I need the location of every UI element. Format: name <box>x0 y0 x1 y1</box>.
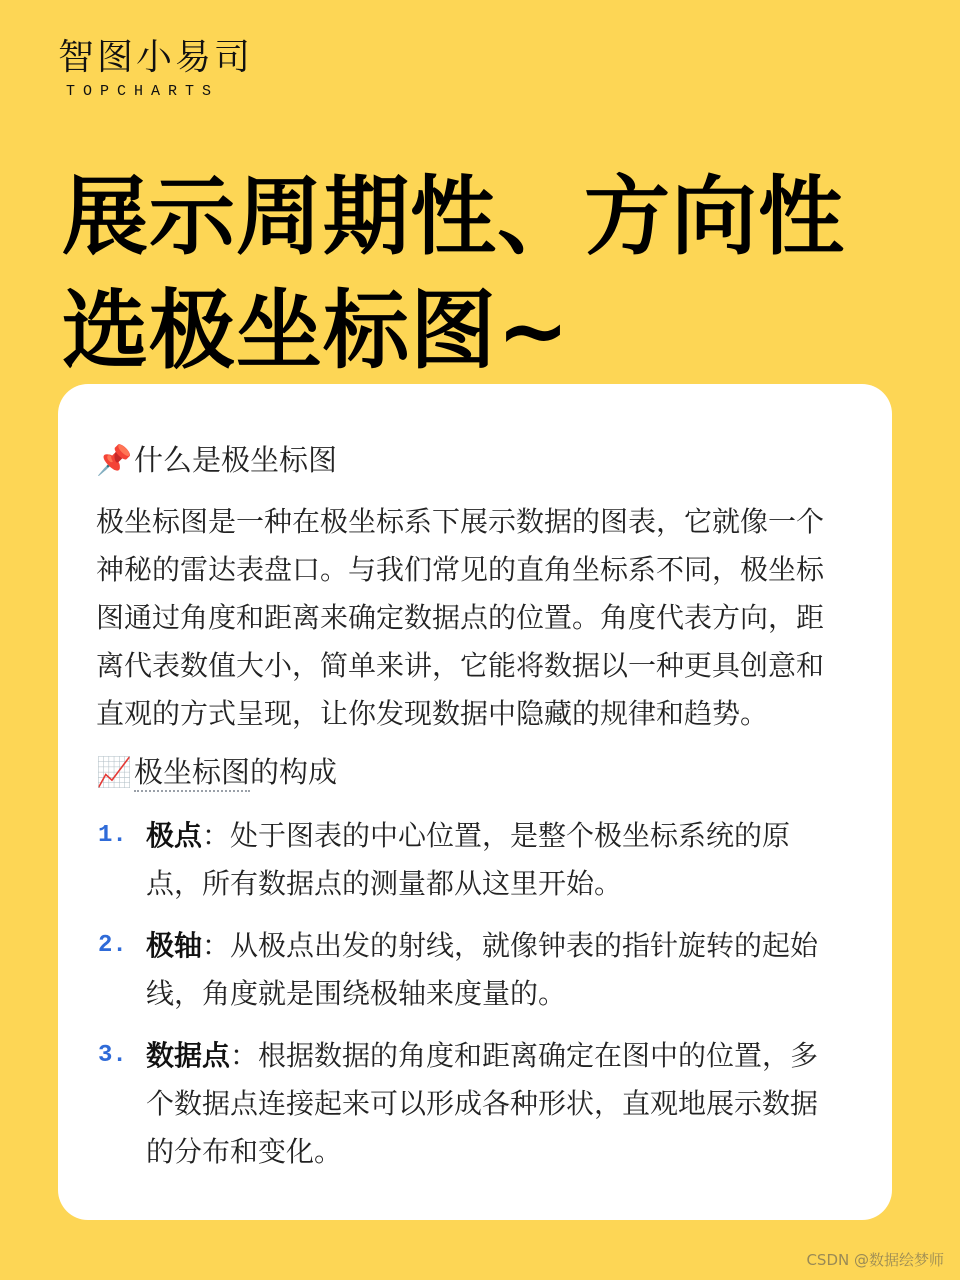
brand-logo <box>58 37 254 100</box>
paragraph-line: 离代表数值大小，简单来讲，它能将数据以一种更具创意和 <box>96 649 825 682</box>
paragraph-line: 直观的方式呈现，让你发现数据中隐藏的规律和趋势。 <box>96 697 769 730</box>
item-text: 点，所有数据点的测量都从这里开始。 <box>146 867 623 900</box>
watermark: CSDN @数据绘梦师 <box>806 1251 944 1269</box>
term-separator: ： <box>202 929 231 962</box>
list-number: 3. <box>98 1042 127 1069</box>
paragraph-line: 神秘的雷达表盘口。与我们常见的直角坐标系不同，极坐标 <box>96 553 825 586</box>
term-separator: ： <box>202 819 231 852</box>
section-heading-text: 的构成 <box>250 755 338 789</box>
term-separator: ： <box>230 1039 259 1072</box>
page-title <box>62 160 845 388</box>
chart-increasing-icon: 📈 <box>96 755 133 789</box>
section-heading-what-is <box>96 440 337 480</box>
item-text: 从极点出发的射线，就像钟表的指针旋转的起始 <box>230 929 819 962</box>
list-item <box>96 812 876 908</box>
intro-paragraph <box>96 498 876 738</box>
section-heading-components <box>96 752 337 792</box>
section-heading-link-text[interactable]: 极坐标图 <box>134 755 250 792</box>
brand-name: 智图小易司 <box>58 37 254 78</box>
list-number: 1. <box>98 822 127 849</box>
term-label: 极点 <box>146 819 203 852</box>
list-number: 2. <box>98 932 127 959</box>
brand-subtitle: TOPCHARTS <box>66 83 220 100</box>
list-item <box>96 922 876 1018</box>
item-text: 的分布和变化。 <box>146 1135 343 1168</box>
list-item <box>96 1032 876 1176</box>
components-list <box>96 812 876 1190</box>
section-heading-text: 什么是极坐标图 <box>134 443 338 477</box>
paragraph-line: 图通过角度和距离来确定数据点的位置。角度代表方向，距 <box>96 601 825 634</box>
pushpin-icon: 📌 <box>96 443 133 477</box>
item-text: 处于图表的中心位置，是整个极坐标系统的原 <box>230 819 791 852</box>
content-card <box>58 384 892 1220</box>
item-text: 根据数据的角度和距离确定在图中的位置，多 <box>258 1039 819 1072</box>
title-line-2: 选极坐标图~ <box>62 281 571 381</box>
item-text: 个数据点连接起来可以形成各种形状，直观地展示数据 <box>146 1087 819 1120</box>
paragraph-line: 极坐标图是一种在极坐标系下展示数据的图表，它就像一个 <box>96 505 825 538</box>
title-line-1: 展示周期性、方向性 <box>62 167 845 267</box>
item-text: 线，角度就是围绕极轴来度量的。 <box>146 977 567 1010</box>
term-label: 数据点 <box>146 1039 231 1072</box>
term-label: 极轴 <box>146 929 203 962</box>
